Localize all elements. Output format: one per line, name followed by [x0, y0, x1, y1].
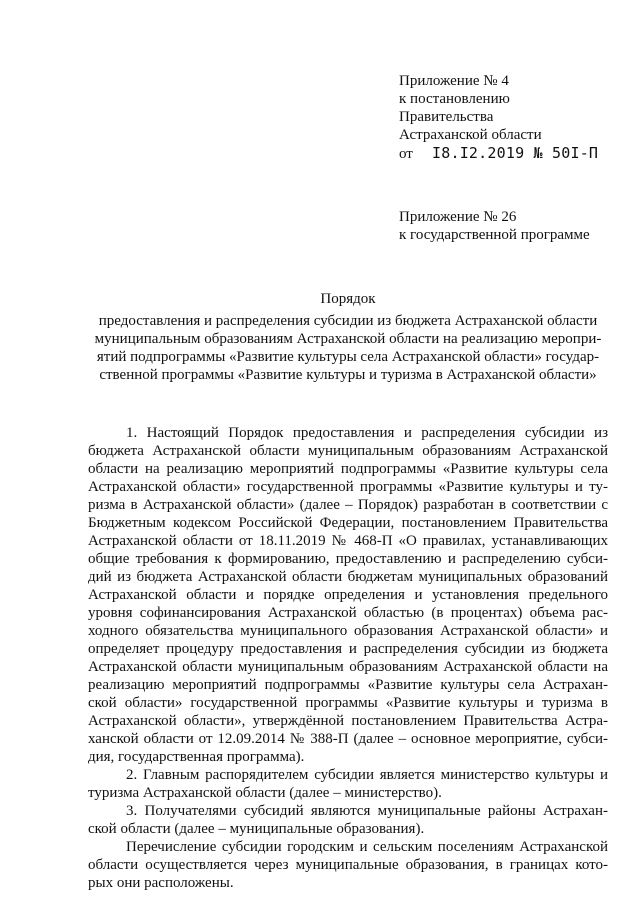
body-text-line: 2. Главным распорядителем субсидии является министерство культуры и [126, 767, 608, 783]
body-text-line: Перечисление субсидии городским и сельским поселениям Астраханской [126, 839, 608, 855]
body-text-line: Астраханской области и порядке определения и установления предельного [88, 587, 608, 603]
appendix-number: Приложение № 4 [399, 73, 509, 89]
body-text-line: ской области (далее – муниципальные образования). [88, 821, 425, 837]
body-text-line: Астраханской области» государственной программы «Развитие культуры и ту- [88, 479, 608, 495]
subtitle-line: ятий подпрограммы «Развитие культуры села Астраханской области» государ- [96, 349, 600, 365]
reference-program-line: к государственной программе [399, 227, 590, 243]
body-text-line: рых они расположены. [88, 875, 234, 891]
appendix-header [399, 72, 598, 163]
reference-appendix-number: Приложение № 26 [399, 209, 517, 225]
subtitle-line: предоставления и распределения субсидии из бюджета Астраханской области [98, 313, 598, 329]
subtitle-line: ственной программы «Развитие культуры и туризма в Астраханской области» [99, 367, 597, 383]
subtitle-line: муниципальным образованиям Астраханской области на реализацию меропри- [94, 331, 602, 347]
body-text-line: области осуществляется через муниципальные образования, в границах кото- [88, 857, 608, 873]
body-text-line: дия, государственная программа). [88, 749, 305, 765]
body-text-line: дий из бюджета Астраханской области бюджетам муниципальных образований [88, 569, 608, 585]
appendix-date-row [399, 144, 598, 163]
body-text-line: Астраханской области», утверждённой постановлением Правительства Астра- [88, 713, 608, 729]
body-text-line: 1. Настоящий Порядок предоставления и распределения субсидии из [126, 425, 608, 441]
date-number-stamp: I8.I2.2019 № 50I-П [432, 144, 599, 162]
title-heading: Порядок [320, 291, 376, 307]
body-text-line: 3. Получателями субсидий являются муниципальные районы Астрахан- [126, 803, 608, 819]
appendix-line-region: Астраханской области [399, 127, 542, 143]
body-text-line: реализацию мероприятий подпрограммы «Развитие культуры села Астрахан- [88, 677, 608, 693]
body-text-line: ходного обязательства муниципального образования Астраханской области» и [88, 623, 608, 639]
body-text-line: Бюджетным кодексом Российской Федерации, постановлением Правительства [88, 515, 608, 531]
body-text-line: ханской области от 12.09.2014 № 388-П (далее – основное мероприятие, субси- [88, 731, 608, 747]
document-body [88, 424, 608, 892]
body-text-line: Астраханской области от 18.11.2019 № 468-П «О правилах, устанавливающих [88, 533, 608, 549]
body-text-line: Астраханской области муниципальным образованиям Астраханской области на [88, 659, 608, 675]
body-text-line: определяет процедуру предоставления и распределения субсидии из бюджета [88, 641, 608, 657]
body-text-line: общие требования к формированию, предоставлению и распределению субси- [88, 551, 608, 567]
date-prefix: от [399, 146, 413, 162]
appendix-line-decree: к постановлению [399, 91, 510, 107]
appendix-line-government: Правительства [399, 109, 494, 125]
body-text-line: туризма Астраханской области (далее – министерство). [88, 785, 442, 801]
document-title [88, 290, 608, 384]
body-text-line: ской области» государственной программы «Развитие культуры и туризма в [88, 695, 608, 711]
body-text-line: ризма в Астраханской области» (далее – Порядок) разработан в соответствии с [88, 497, 608, 513]
body-text-line: бюджета Астраханской области муниципальным образованиям Астраханской [88, 443, 608, 459]
body-text-line: уровня софинансирования Астраханской областью (в процентах) объема рас- [88, 605, 608, 621]
body-text-line: области на реализацию мероприятий подпрограммы «Развитие культуры села [88, 461, 608, 477]
appendix-reference [399, 208, 590, 244]
